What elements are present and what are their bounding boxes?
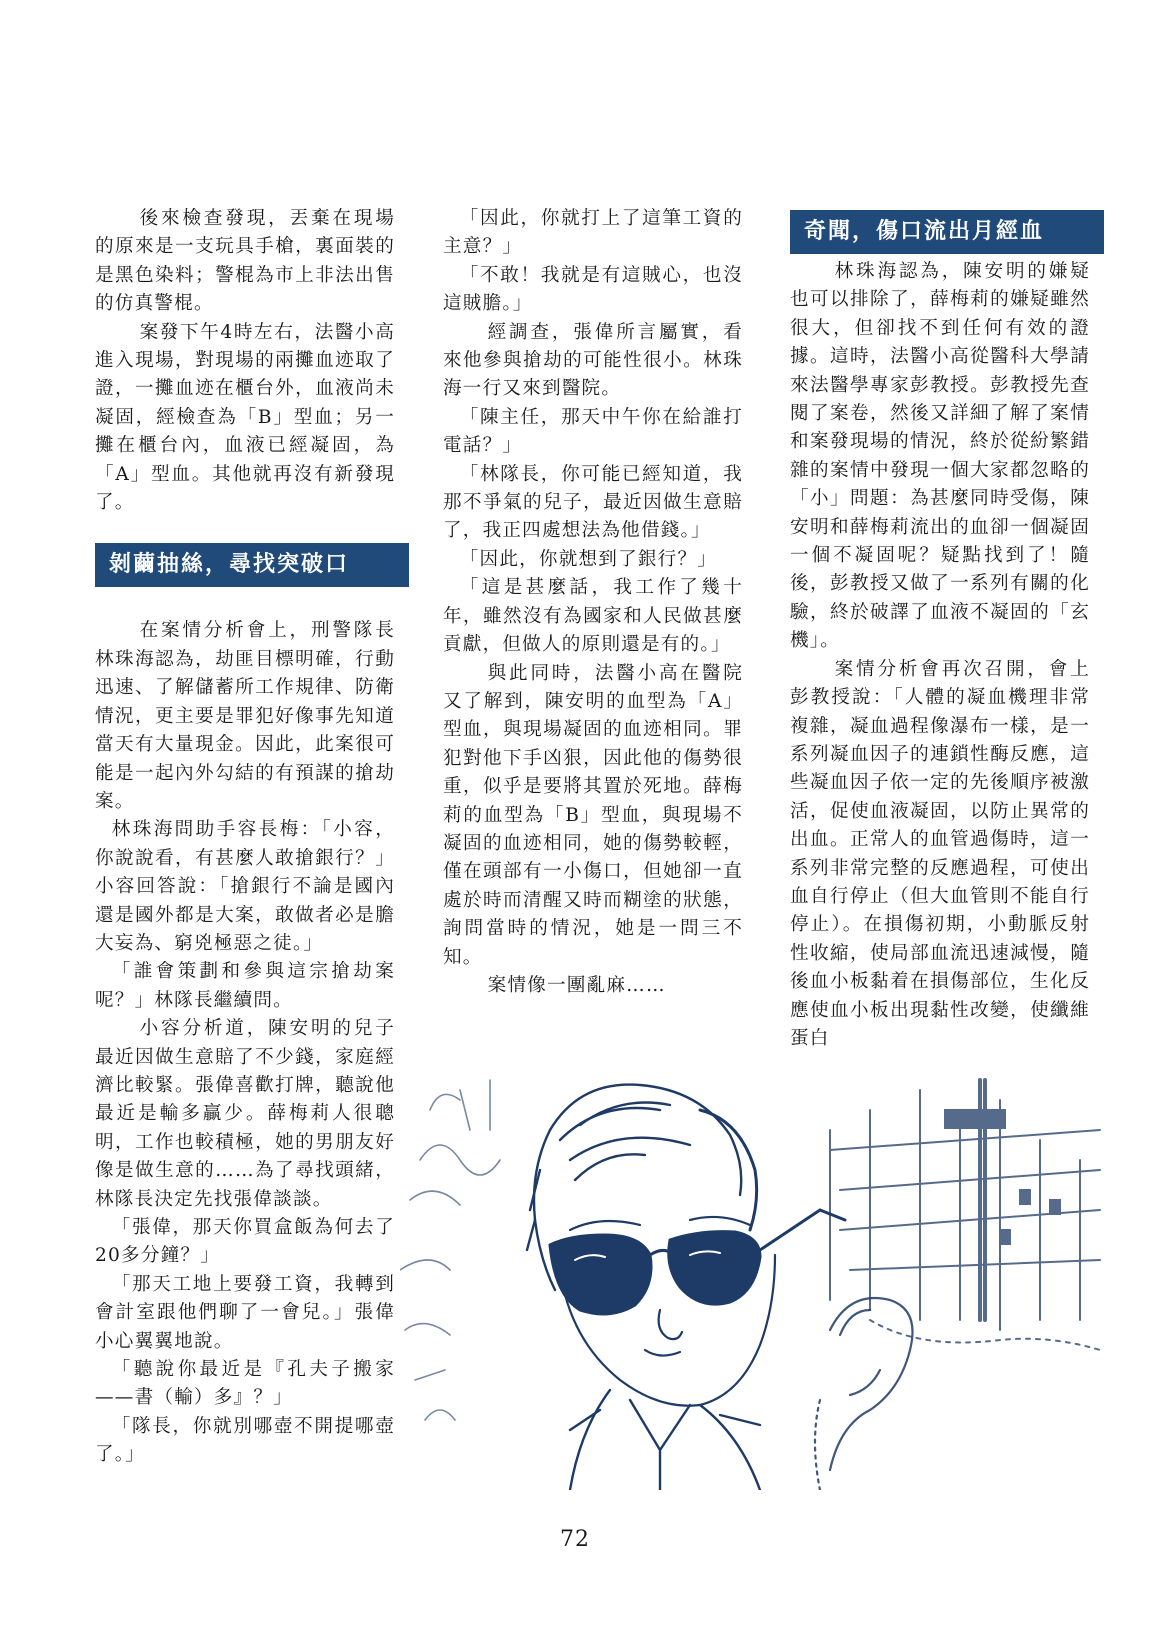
illustration-man-in-sunglasses	[400, 1070, 1110, 1490]
paragraph: 小容分析道，陳安明的兒子最近因做生意賠了不少錢，家庭經濟比較緊。張偉喜歡打牌，聽說他最近是輸多贏少。薛梅莉人很聰明，工作也較積極，她的男朋友好像是做生意的……為了尋找頭緒，林隊長決定先找張偉談談。	[95, 1018, 395, 1210]
paragraph: 與此同時，法醫小高在醫院又了解到，陳安明的血型為「A」型血，與現場凝固的血迹相同。罪犯對他下手凶狠，因此他的傷勢很重，似乎是要將其置於死地。薛梅莉的血型為「B」型血，與現場不凝固的血迹相同，她的傷勢較輕，僅在頭部有一小傷口，但她卻一直處於時而清醒又時而糊塗的狀態，詢問當時的情況，她是一問三不知。	[443, 662, 743, 968]
paragraph: 「陳主任，那天中午你在給誰打電話？」	[443, 406, 743, 457]
collar	[570, 1390, 760, 1490]
second-figure	[815, 1298, 913, 1490]
paragraph: 案發下午4時左右，法醫小高進入現場，對現場的兩攤血迹取了證，一攤血迹在櫃台外，血液尚未凝固，經檢查為「B」型血；另一攤在櫃台內，血液已經凝固，為「A」型血。其他就再沒有新發現了。	[95, 321, 395, 514]
paragraph: 「誰會策劃和參與這宗搶劫案呢？」林隊長繼續問。	[95, 961, 395, 1011]
paragraph: 林珠海認為，陳安明的嫌疑也可以排除了，薛梅莉的嫌疑雖然很大，但卻找不到任何有效的證據。這時，法醫小高從醫科大學請來法醫學專家彭教授。彭教授先查閱了案卷，然後又詳細了解了案情和案發現場的情況，終於從紛繁錯雜的案情中發現一個大家都忽略的「小」問題：為甚麼同時受傷，陳安明和薛梅莉流出的血卻一個凝固一個不凝固呢？疑點找到了！隨後，彭教授又做了一系列有關的化驗，終於破譯了血液不凝固的「玄機」。	[790, 261, 1090, 652]
paragraph: 「不敢！我就是有這賊心，也沒這賊膽。」	[443, 264, 743, 315]
paragraph: 林珠海問助手容長梅：「小容，你說說看，有甚麼人敢搶銀行？」小容回答說：「搶銀行不論是國內還是國外都是大案，敢做者必是膽大妄為、窮兇極惡之徒。」	[95, 819, 395, 954]
paragraph: 「那天工地上要發工資，我轉到會計室跟他們聊了一會兒。」張偉小心翼翼地說。	[95, 1273, 395, 1352]
paragraph: 「因此，你就想到了銀行？」	[459, 548, 718, 570]
paragraph: 「這是甚麼話，我工作了幾十年，雖然沒有為國家和人民做甚麼貢獻，但做人的原則還是有的。」	[443, 577, 743, 656]
page-number: 72	[560, 1527, 590, 1552]
background-foliage	[400, 1080, 500, 1420]
section-heading-breakthrough: 剝繭抽絲，尋找突破口	[95, 543, 409, 587]
sunglasses	[550, 1210, 845, 1314]
paragraph: 案情分析會再次召開，會上彭教授說：「人體的凝血機理非常複雜，凝血過程像瀑布一樣，是一系列凝血因子的連鎖性酶反應，這些凝血因子依一定的先後順序被激活，促使血液凝固，以防止異常的出血。正常人的血管過傷時，這一系列非常完整的反應過程，可使出血自行停止（但大血管則不能自行停止）。在損傷初期，小動脈反射性收縮，使局部血流迅速減慢，隨後血小板黏着在損傷部位，生化反應使血小板出現黏性改變，使纖維蛋白	[790, 658, 1090, 1049]
column-right	[790, 258, 1090, 1053]
paragraph: 「隊長，你就別哪壺不開提哪壺了。」	[95, 1415, 395, 1466]
paragraph: 「張偉，那天你買盒飯為何去了20多分鐘？」	[95, 1217, 395, 1267]
paragraph: 經調查，張偉所言屬實，看來他參與搶劫的可能性很小。林珠海一行又來到醫院。	[443, 321, 743, 400]
paragraph: 案情像一團亂麻……	[487, 974, 666, 996]
paragraph: 後來檢查發現，丟棄在現場的原來是一支玩具手槍，裏面裝的是黑色染料；警棍為市上非法出售的仿真警棍。	[95, 208, 395, 315]
paragraph: 「林隊長，你可能已經知道，我那不爭氣的兒子，最近因做生意賠了，我正四處想法為他借錢。」	[443, 463, 743, 542]
column-left	[95, 205, 395, 1470]
paragraph: 在案情分析會上，刑警隊長林珠海認為，劫匪目標明確，行動迅速、了解儲蓄所工作規律、防衛情況，更主要是罪犯好像事先知道當天有大量現金。因此，此案很可能是一起內外勾結的有預謀的搶劫案。	[95, 620, 395, 812]
paragraph: 「因此，你就打上了這筆工資的主意？」	[443, 208, 743, 258]
column-middle	[443, 205, 743, 1000]
section-heading-menstrual-blood: 奇聞，傷口流出月經血	[790, 210, 1104, 254]
paragraph: 「聽說你最近是『孔夫子搬家——書（輸）多』？」	[95, 1359, 395, 1409]
